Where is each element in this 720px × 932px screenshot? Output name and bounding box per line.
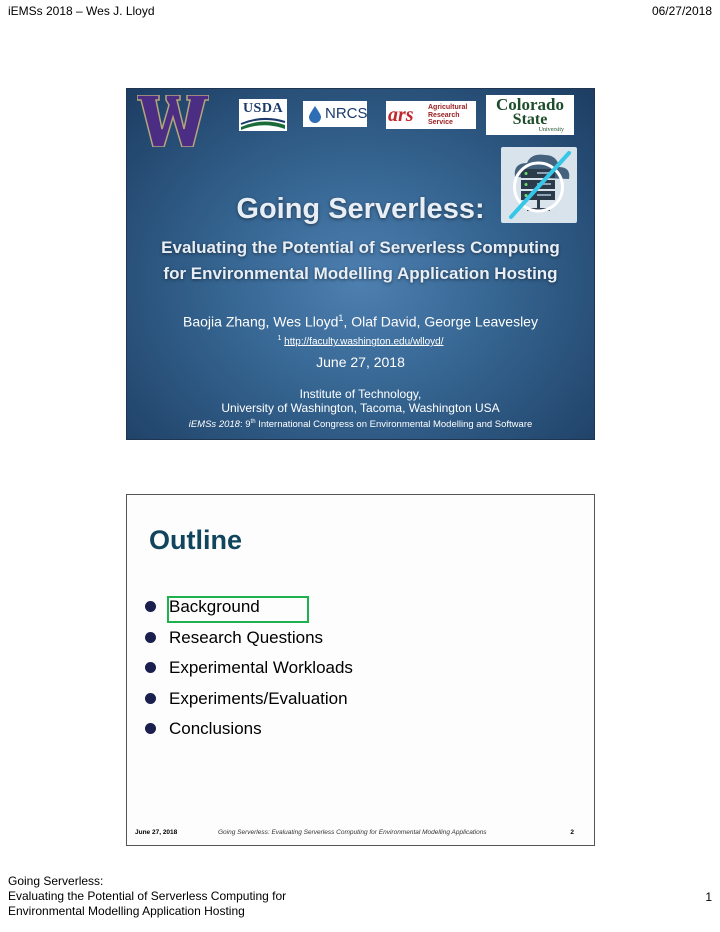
- nrcs-logo: [303, 101, 367, 127]
- slide-title: Going Serverless:: [236, 193, 485, 225]
- page-number: 1: [705, 890, 712, 904]
- url-footnote-mark: 1: [277, 335, 282, 342]
- csu-line: Colorado: [496, 95, 564, 114]
- usda-swoosh-icon: [239, 117, 287, 131]
- congress-ordinal: th: [250, 419, 256, 425]
- subtitle-line: for Environmental Modelling Application Hosting: [163, 264, 558, 283]
- congress-text: : 9: [239, 419, 251, 431]
- list-item: [145, 719, 353, 750]
- csu-logo: [486, 95, 574, 135]
- page-footer-line: Environmental Modelling Application Hosting: [8, 904, 245, 918]
- list-item-text: Experiments/Evaluation: [169, 688, 348, 708]
- slide-subtitle: [127, 235, 594, 287]
- authors: [127, 313, 594, 330]
- author-url: [127, 335, 594, 347]
- outline-title: Outline: [149, 525, 242, 555]
- list-item-text: Background: [169, 597, 260, 616]
- institution-line: Institute of Technology,: [299, 387, 422, 401]
- ars-logo-mark: ars: [388, 104, 414, 126]
- ars-line: Service: [428, 119, 453, 126]
- authors-text: , Olaf David, George Leavesley: [343, 313, 538, 330]
- slide-footer-date: June 27, 2018: [135, 829, 178, 836]
- usda-logo: [239, 99, 287, 131]
- page-footer-line: Evaluating the Potential of Serverless Computing for: [8, 889, 287, 903]
- page-footer: [8, 874, 286, 919]
- page-header: [8, 4, 712, 20]
- bullet-icon: [145, 632, 156, 643]
- list-item: [145, 628, 353, 659]
- list-item: [145, 689, 353, 720]
- institution-line: University of Washington, Tacoma, Washington USA: [221, 401, 500, 415]
- congress-text: International Congress on Environmental Modelling and Software: [255, 419, 533, 431]
- list-item-text: Research Questions: [169, 627, 324, 647]
- slide-number: 2: [570, 829, 574, 836]
- slide-footer-title: Going Serverless: Evaluating Serverless Computing for Environmental Modelling Applications: [218, 829, 487, 836]
- ars-line: Research: [428, 111, 460, 119]
- presentation-date: June 27, 2018: [316, 354, 405, 370]
- bullet-icon: [145, 662, 156, 673]
- current-section-highlight: [167, 596, 309, 623]
- ars-logo: [386, 101, 476, 129]
- outline-slide: [126, 494, 595, 846]
- csu-line: State: [512, 111, 548, 128]
- authors-footnote-mark: 1: [338, 313, 344, 323]
- subtitle-line: Evaluating the Potential of Serverless Computing: [161, 238, 560, 257]
- bullet-icon: [145, 601, 156, 612]
- bullet-icon: [145, 693, 156, 704]
- list-item: [145, 658, 353, 689]
- ars-line: Agricultural: [428, 104, 468, 111]
- list-item-text: Experimental Workloads: [169, 658, 353, 677]
- list-item-text: Conclusions: [169, 719, 262, 738]
- congress-name: iEMSs 2018: [188, 419, 240, 431]
- institution: [127, 387, 594, 415]
- author-url-link[interactable]: http://faculty.washington.edu/wlloyd/: [284, 336, 444, 348]
- title-slide: [126, 88, 595, 440]
- usda-logo-text: USDA: [242, 101, 284, 116]
- page-footer-line: Going Serverless:: [8, 874, 104, 888]
- ars-logo-text: [428, 104, 467, 127]
- nrcs-logo-text: NRCS: [325, 105, 368, 122]
- bullet-icon: [145, 723, 156, 734]
- congress-line: [127, 419, 594, 430]
- authors-text: Baojia Zhang, Wes Lloyd: [183, 313, 339, 330]
- water-drop-icon: [307, 105, 323, 123]
- header-date: 06/27/2018: [651, 4, 712, 18]
- slide-footer: [127, 829, 594, 839]
- csu-line: University: [538, 127, 564, 133]
- uw-w-logo: [137, 95, 209, 147]
- header-left: iEMSs 2018 – Wes J. Lloyd: [8, 4, 155, 18]
